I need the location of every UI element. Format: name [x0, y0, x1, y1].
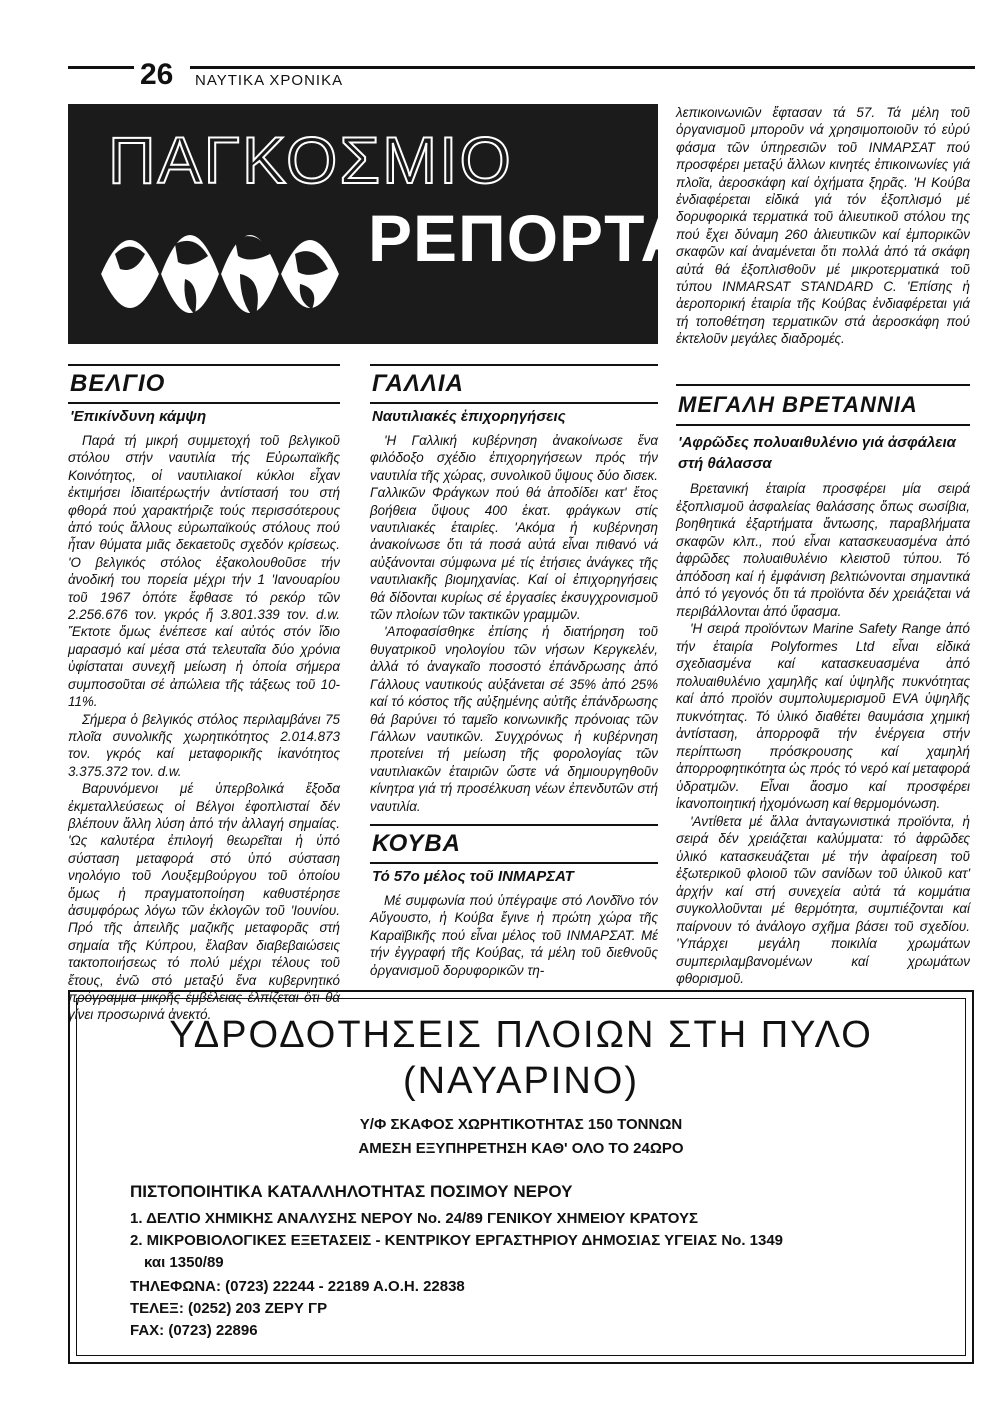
subtitle-cuba: Τό 57ο μέλος τοῦ ΙΝΜΑΡΣΑΤ [372, 868, 574, 885]
section-title-britain: ΜΕΓΑΛΗ ΒΡΕΤΑΝΝΙΑ [678, 392, 918, 417]
col2-top-rule [370, 364, 658, 366]
ad-fax: FAX: (0723) 22896 [130, 1322, 258, 1339]
col2-mid-rule [370, 402, 658, 404]
paragraph: Σήμερα ὁ βελγικός στόλος περιλαμβάνει 75 πλοῖα συνολικῆς χωρητικότητος 2.014.873 τον. γκρός καί μεταφορικῆς ἱκανότητος 3.375.372 τον. d.w. [68, 711, 340, 779]
article-belgium [68, 432, 340, 1024]
paragraph: Βαρυνόμενοι μέ ὑπερβολικά ἔξοδα ἐκμεταλλεύσεως οἱ Βέλγοι ἐφοπλισταί δέν βλέπουν ἄλλη λύση ἀπό τήν ἀλλαγή σημαίας. 'Ως καλυτέρα ἐπιλογή θεωρεῖται ἡ ὑπό σύσταση μεταφορά στό ὑπό σύσταση νηολόγιο τοῦ Λουξεμβούργου τοῦ ὁποίου ὅμως ἡ πραγματοποίηση καθυστέρησε ἀσυμφόρως λόγω τῶν ἐκλογῶν τοῦ 'Ιουνίου. Πρό τῆς ἀπειλῆς μαζικῆς μεταφορᾶς στή σημαία τῆς Κύπρου, ἔλαβαν διαβεβαιώσεις τακτοποιήσεως τό πολύ μέχρι τέλους τοῦ ἔτους, ἐνῶ στό μεταξύ ἕνα κυβερνητικό πρόγραμμα μικρῆς ἐμβέλειας ἐλπίζεται ὅτι θά γίνει προσωρινά ἀνεκτό. [68, 781, 340, 1023]
ad-certificate-item: 1. ΔΕΛΤΙΟ ΧΗΜΙΚΗΣ ΑΝΑΛΥΣΗΣ ΝΕΡΟΥ Νο. 24/89 ΓΕΝΙΚΟΥ ΧΗΜΕΙΟΥ ΚΡΑΤΟΥΣ [130, 1210, 699, 1227]
paragraph: 'Αποφασίσθηκε ἐπίσης ἡ διατήρηση τοῦ θυγατρικοῦ νηολογίου τῶν νήσων Κεργκελέν, ἀλλά τό ἀναγκαῖο ποσοστό ἐπάνδρωσης ἀπό Γάλλους ναυτικούς αὐξάνεται σέ 35% ἀπό 25% καί τό κόστος τῆς αὐξημένης αὐτῆς ἐπάνδρωσης θά βαρύνει τό ταμεῖο κοινωνικῆς πρόνοιας τῶν Γάλλων ναυτικῶν. Συγχρόνως ἡ κυβέρνηση προτείνει τή μείωση τῆς φορολογίας τῶν ναυτιλιακῶν ἑταιριῶν ὥστε νά δημιουργηθοῦν κίνητρα γιά τή προσέλκυση νέων ἐπενδυτῶν στή ναυτιλία. [370, 624, 658, 814]
globe-icon [90, 184, 380, 344]
ad-vessel-capacity: Υ/Φ ΣΚΑΦΟΣ ΧΩΡΗΤΙΚΟΤΗΤΑΣ 150 ΤΟΝΝΩΝ [359, 1116, 683, 1133]
world-report-banner [68, 104, 731, 344]
ad-certificate-item-cont: και 1350/89 [144, 1254, 224, 1271]
subtitle-belgium: 'Επικίνδυνη κάμψη [70, 408, 207, 425]
header-rule-right [190, 66, 975, 69]
water-supply-advertisement [68, 990, 974, 1364]
col1-mid-rule [68, 402, 340, 404]
section-title-france: ΓΑΛΛΙΑ [372, 370, 464, 397]
col3-top-rule [676, 384, 970, 386]
article-britain [676, 480, 970, 988]
col3-mid-rule [676, 424, 970, 426]
paragraph: 'Η Γαλλική κυβέρνηση ἀνακοίνωσε ἕνα φιλόδοξο σχέδιο ἐπιχορηγήσεων πρός τήν ναυτιλία τῆς χώρας, συνολικοῦ ὕψους δύο δισεκ. Γαλλικῶν Φράγκων πού θά ἀποδίδει κατ' ἔτος βοήθεια ὕψους 400 ἑκατ. φράγκων στίς ναυτιλιακές ἑταιρίες. 'Ακόμα ἡ κυβέρνηση ἀνακοίνωσε ὅτι τά ποσά αὐτά εἶναι πιθανό νά αὐξάνονται σύμφωνα μέ τίς ἐτήσιες ἀνάγκες τῆς ναυτιλιακῆς βιομηχανίας. Καί οἱ ἐπιχορηγήσεις θά δίδονται κυρίως σέ ἐργασίες ἐκσυγχρονισμοῦ τῶν πλοίων τῶν τακτικῶν γραμμῶν. [370, 433, 658, 623]
article-cuba-continued [676, 104, 970, 348]
page-number: 26 [140, 58, 174, 91]
magazine-title: ΝΑΥΤΙΚΑ ΧΡΟΝΙΚΑ [195, 72, 344, 89]
paragraph: 'Η σειρά προϊόντων Marine Safety Range ἀπό τήν ἑταιρία Polyformes Ltd εἶναι εἰδικά σχεδιασμένα καί κατασκευασμένα ἀπό πολυαιθυλένιο χαμηλῆς καί ὑψηλῆς πυκνότητας καί ἀπό προϊόν συμπολυμερισμοῦ EVA ὑψηλῆς πυκνότητας. Τό ὑλικό διαθέτει θαυμάσια χημική ἀντίσταση, ἀπορροφᾶ τήν ἐνέργεια στήν περίπτωση πρόσκρουσης καί χαμηλή ἀπορροφητικότητα ὡς πρός τό νερό καί μεταφορά ὑδρατμῶν. Εἶναι ἄοσμο καί προσφέρει ἱκανοποιητική ἠχομόνωση καί θερμομόνωση. [676, 621, 970, 811]
ad-telex: ΤΕΛΕΞ: (0252) 203 ΖΕΡΥ ΓΡ [130, 1300, 328, 1317]
banner-title-line2: ΡΕΠΟΡΤΑΖ [368, 201, 731, 275]
paragraph: Παρά τή μικρή συμμετοχή τοῦ βελγικοῦ στόλου στήν ναυτιλία τής Εὐρωπαϊκῆς Κοινότητος, οἱ ναυτιλιακοί κύκλοι εἶχαν ἐκτιμήσει ἰδιαιτέρωςτήν ἀντίστασή του στή φθορά πού χαρακτήριζε τούς περισσότερους ἀπό τούς ἄλλους εὐρωπαϊκούς στόλους πού ἦταν θύματα μιᾶς δεκαετοῦς σχεδόν κρίσεως. 'Ο βελγικός στόλος ἐξακολουθοῦσε τήν ἀνοδική του πορεία μέχρι τήν 1 'Ιανουαρίου τοῦ 1967 ὁπότε ἔφθασε τό ρεκόρ τῶν 2.256.676 τον. γκρός ἤ 3.801.339 τον. d.w. Ἔκτοτε ὅμως ἐνέπεσε καί αὐτός στόν ἴδιο μαρασμό καί μέσα στά τελευταῖα δύο χρόνια ὑφίσταται συνεχῆ μείωση ἡ ὁποία σήμερα συμποσοῦται σέ ἀπώλεια τῆς τάξεως τοῦ 10-11%. [68, 433, 340, 710]
col1-top-rule [68, 364, 340, 366]
paragraph: λεπικοινωνιῶν ἔφτασαν τά 57. Τά μέλη τοῦ ὀργανισμοῦ μποροῦν νά χρησιμοποιοῦν τό εὐρύ φάσμα τῶν ὑπηρεσιῶν τοῦ ΙΝΜΑΡΣΑΤ πού προσφέρει μεταξύ ἄλλων κινητές ἐπικοινωνίες γιά πλοῖα, ἀεροσκάφη καί ὀχήματα ξηρᾶς. 'Η Κούβα ἐνδιαφέρεται εἰδικά γιά τόν ἐξοπλισμό μέ δορυφορικά τερματικά τοῦ ἁλιευτικοῦ στόλου της πού ἔχει δύναμη 260 ἁλιευτικῶν καί ἐμπορικῶν σκαφῶν καί ἀναμένεται ὅτι πολλά ἀπό τά σκάφη αὐτά θά ἐξοπλισθοῦν μέ μικροτερματικά τοῦ τύπου INMARSAT STANDARD C. 'Επίσης ἡ ἀεροπορική ἑταιρία τῆς Κούβας ἐνδιαφέρεται γιά τή τοποθέτηση τερματικῶν στά ἀεροσκάφη πού ἐκτελοῦν μεγάλες διαδρομές. [676, 105, 970, 347]
article-france [370, 432, 658, 815]
col2-cuba-mid-rule [370, 862, 658, 864]
ad-title-line1: ΥΔΡΟΔΟΤΗΣΕΙΣ ΠΛΟΙΩΝ ΣΤΗ ΠΥΛΟ [169, 1014, 873, 1056]
ad-service-hours: ΑΜΕΣΗ ΕΞΥΠΗΡΕΤΗΣΗ ΚΑΘ' ΟΛΟ ΤΟ 24ΩΡΟ [358, 1140, 684, 1157]
subtitle-britain: 'Αφρῶδες πολυαιθυλένιο γιά ἀσφάλεια στή θάλασσα [678, 434, 956, 472]
ad-certificate-item: 2. ΜΙΚΡΟΒΙΟΛΟΓΙΚΕΣ ΕΞΕΤΑΣΕΙΣ - ΚΕΝΤΡΙΚΟΥ ΕΡΓΑΣΤΗΡΙΟΥ ΔΗΜΟΣΙΑΣ ΥΓΕΙΑΣ Νο. 1349 [130, 1232, 784, 1249]
paragraph: Βρετανική ἑταιρία προσφέρει μία σειρά ἐξοπλισμοῦ ἀσφαλείας θαλάσσης ὅπως σωσίβια, βοηθητικά ἐξαρτήματα ἄντωσης, παραβλήματα σκαφῶν κλπ., πού εἶναι κατασκευασμένα ἀπό ἀφρῶδες πολυαιθυλένιο κλειστοῦ τύπου. Τό ἀπόδοση καί ἡ ἐμφάνιση βελτιώνονται σημαντικά ἀπό τό γεγονός ὅτι τά προϊόντα δέν χρειάζεται νά περιβάλλονται ἀπό ὕφασμα. [676, 481, 970, 619]
article-cuba [370, 892, 658, 979]
section-title-cuba: ΚΟΥΒΑ [372, 830, 461, 857]
header-rule-left [68, 66, 134, 69]
ad-title-line2: (ΝΑΥΑΡΙΝΟ) [402, 1060, 640, 1102]
subtitle-france: Ναυτιλιακές ἐπιχορηγήσεις [372, 408, 566, 425]
col2-cuba-top-rule [370, 824, 658, 826]
paragraph: Μέ συμφωνία πού ὑπέγραψε στό Λονδῖνο τόν Αὔγουστο, ἡ Κούβα ἔγινε ἡ πρώτη χώρα τῆς Καραϊβικῆς πού εἶναι μέλος τοῦ ΙΝΜΑΡΣΑΤ. Μέ τήν ἐγγραφή τῆς Κούβας, τά μέλη τοῦ διεθνοῦς ὀργανισμοῦ δορυφορικῶν τη- [370, 893, 658, 978]
ad-phone: ΤΗΛΕΦΩΝΑ: (0723) 22244 - 22189 Α.Ο.Η. 22838 [130, 1278, 465, 1295]
paragraph: 'Αντίθετα μέ ἄλλα ἀνταγωνιστικά προϊόντα, ἡ σειρά δέν χρειάζεται καλύμματα: τό ἀφρῶδες ὑλικό κατασκευάζεται μέ τήν ἀφαίρεση τοῦ ἐξωτερικοῦ φλοιοῦ τῶν σανίδων τοῦ ὑλικοῦ κατ' ἀρχήν καί στή συνεχεία αὐτά τά κομμάτια συγκολλοῦνται μέ θερμότητα, συμπιέζονται καί παίρνουν τό ἀνάλογο σχῆμα βάσει τοῦ σχεδίου. 'Υπάρχει μεγάλη ποικιλία χρωμάτων συμπεριλαμβανομένων καί χρωμάτων φθορισμοῦ. [676, 813, 970, 986]
ad-certificates-title: ΠΙΣΤΟΠΟΙΗΤΙΚΑ ΚΑΤΑΛΛΗΛΟΤΗΤΑΣ ΠΟΣΙΜΟΥ ΝΕΡΟΥ [130, 1182, 573, 1201]
section-title-belgium: ΒΕΛΓΙΟ [70, 370, 166, 397]
banner-title-line1: ΠΑΓΚΟΣΜΙΟ [108, 123, 513, 197]
